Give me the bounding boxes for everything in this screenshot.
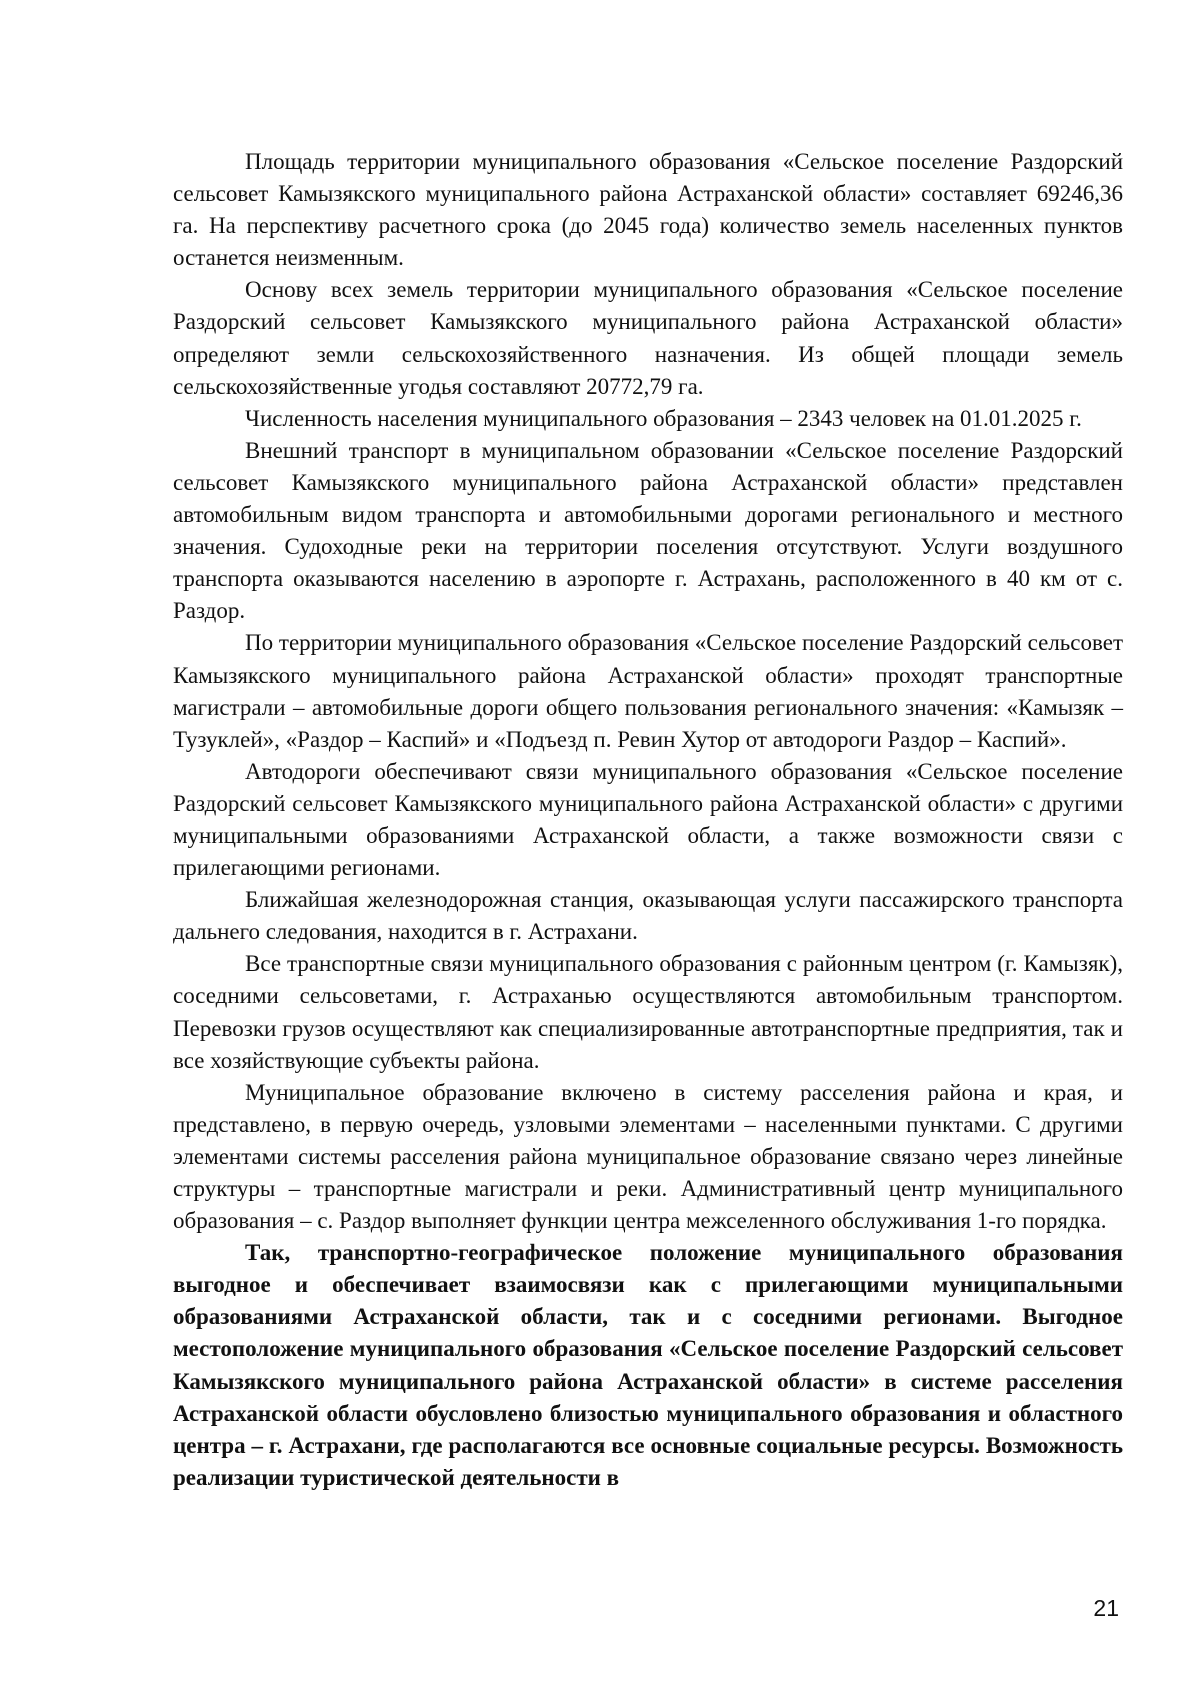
paragraph-settlement-system: Муниципальное образование включено в систему расселения района и края, и представлено, в первую очередь, узловыми элементами – населенными пунктами. С другими элементами системы расселения района муниципальное образование связано через линейные структуры – транспортные магистрали и реки. Административный центр муниципального образования – с. Раздор выполняет функции центра межселенного обслуживания 1-го порядка. bbox=[173, 1079, 1123, 1234]
paragraph-external-transport: Внешний транспорт в муниципальном образовании «Сельское поселение Раздорский сельсовет Камызякского муниципального района Астраханской области» представлен автомобильным видом транспорта и автомобильными дорогами регионального и местного значения. Судоходные реки на территории поселения отсутствуют. Услуги воздушного транспорта оказываются населению в аэропорте г. Астрахань, расположенного в 40 км от с. Раздор. bbox=[173, 437, 1123, 624]
paragraph-road-links: Автодороги обеспечивают связи муниципального образования «Сельское поселение Раздорский сельсовет Камызякского муниципального района Астраханской области» с другими муниципальными образованиями Астраханской области, а также возможности связи с прилегающими регионами. bbox=[173, 758, 1123, 881]
paragraph-population: Численность населения муниципального образования – 2343 человек на 01.01.2025 г. bbox=[245, 405, 1082, 431]
paragraph-land-basis: Основу всех земель территории муниципального образования «Сельское поселение Раздорский сельсовет Камызякского муниципального района Астраханской области» определяют земли сельскохозяйственного назначения. Из общей площади земель сельскохозяйственные угодья составляют 20772,79 га. bbox=[173, 277, 1123, 399]
body-text bbox=[173, 146, 1123, 1494]
paragraph-railway-station: Ближайшая железнодорожная станция, оказывающая услуги пассажирского транспорта дальнего следования, находится в г. Астрахани. bbox=[173, 887, 1123, 945]
paragraph-territory-area: Площадь территории муниципального образования «Сельское поселение Раздорский сельсовет Камызякского муниципального района Астраханской области» составляет 69246,36 га. На перспективу расчетного срока (до 2045 года) количество земель населенных пунктов останется неизменным. bbox=[173, 149, 1123, 271]
paragraph-highways: По территории муниципального образования «Сельское поселение Раздорский сельсовет Камызякского муниципального района Астраханской области» проходят транспортные магистрали – автомобильные дороги общего пользования регионального значения: «Камызяк – Тузуклей», «Раздор – Каспий» и «Подъезд п. Ревин Хутор от автодороги Раздор – Каспий». bbox=[173, 630, 1123, 752]
page-number: 21 bbox=[1093, 1595, 1119, 1621]
paragraph-transport-connections: Все транспортные связи муниципального образования с районным центром (г. Камызяк), соседними сельсоветами, г. Астраханью осуществляются автомобильным транспортом. Перевозки грузов осуществляют как специализированные автотранспортные предприятия, так и все хозяйствующие субъекты района. bbox=[173, 951, 1123, 1073]
paragraph-conclusion: Так, транспортно-географическое положение муниципального образования выгодное и обеспечивает взаимосвязи как с прилегающими муниципальными образованиями Астраханской области, так и с соседними регионами. Выгодное местоположение муниципального образования «Сельское поселение Раздорский сельсовет Камызякского муниципального района Астраханской области» в системе расселения Астраханской области обусловлено близостью муниципального образования и областного центра – г. Астрахани, где располагаются все основные социальные ресурсы. Возможность реализации туристической деятельности в bbox=[173, 1240, 1123, 1490]
